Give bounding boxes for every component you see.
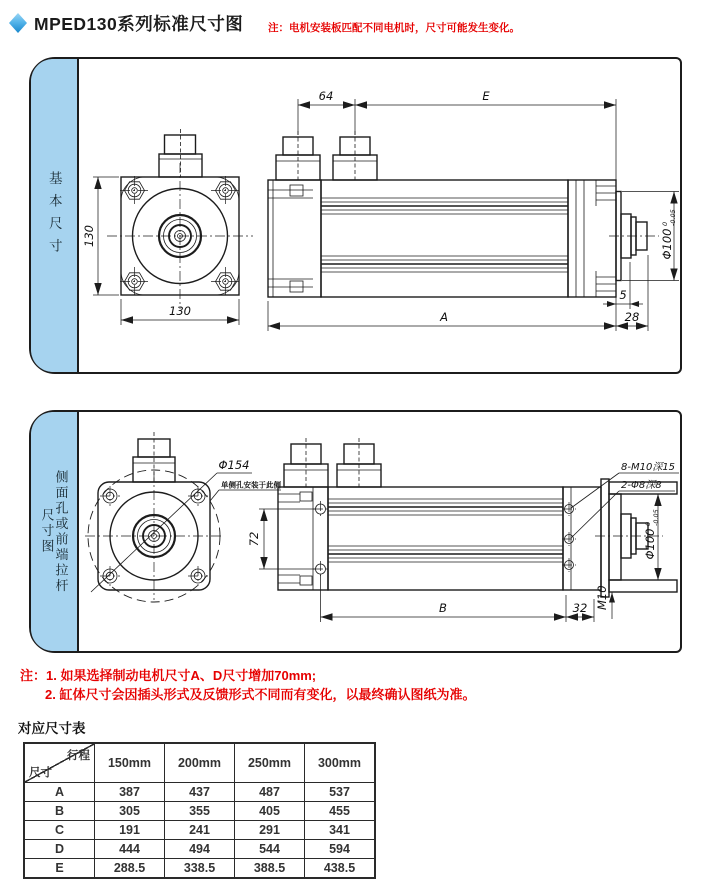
table-row — [24, 859, 375, 879]
panel-basic-dimensions — [29, 57, 682, 374]
table-row — [24, 821, 375, 840]
dim-connector-spacing: 64 — [318, 89, 334, 103]
table-title: 对应尺寸表 — [18, 721, 86, 736]
dim-5: 5 — [619, 288, 627, 302]
dim-e: E — [482, 89, 490, 103]
dim-value-cell: 594 — [305, 840, 376, 859]
front-view — [82, 129, 253, 325]
dim-phi100-2-tol-lower: -0.05 — [652, 509, 660, 526]
dim-value-cell: 387 — [95, 783, 165, 802]
dim-phi100-tol-upper: 0 — [661, 221, 669, 226]
panel2-drawing-area — [79, 412, 680, 651]
table-header-row — [24, 743, 375, 783]
corner-label-dim: 尺寸 — [29, 767, 52, 779]
side-view — [268, 89, 679, 331]
dim-front-height: 130 — [82, 225, 96, 247]
dim-value-cell: 494 — [165, 840, 235, 859]
column-header: 250mm — [235, 743, 305, 783]
panel1-sidebar-label: 基本尺寸 — [46, 170, 62, 261]
row-label: E — [24, 859, 95, 879]
red-notes — [20, 667, 475, 704]
diamond-bullet-icon — [9, 13, 27, 33]
label-8-m10: 8-M10深15 — [621, 462, 676, 473]
dim-value-cell: 455 — [305, 802, 376, 821]
panel2-sidebar — [31, 412, 79, 651]
page-title: MPED130系列标准尺寸图 — [34, 14, 244, 34]
row-label: D — [24, 840, 95, 859]
front-view-2 — [85, 432, 281, 602]
dim-value-cell: 405 — [235, 802, 305, 821]
header-warning-note: 注：电机安装板匹配不同电机时，尺寸可能发生变化。 — [268, 22, 520, 34]
dim-value-cell: 437 — [165, 783, 235, 802]
dim-phi100: Φ100 — [660, 228, 674, 260]
dim-value-cell: 241 — [165, 821, 235, 840]
dim-value-cell: 191 — [95, 821, 165, 840]
dim-b: B — [439, 601, 447, 615]
dim-72: 72 — [247, 531, 261, 547]
panel1-sidebar — [31, 59, 79, 372]
row-label: C — [24, 821, 95, 840]
dim-value-cell: 438.5 — [305, 859, 376, 879]
dimension-table — [23, 742, 376, 879]
column-header: 150mm — [95, 743, 165, 783]
label-m10: M10 — [595, 585, 609, 610]
panel-side-holes — [29, 410, 682, 653]
panel2-sidebar-label-main: 侧面孔或前端拉杆 — [53, 469, 69, 594]
table-row — [24, 783, 375, 802]
table-corner-cell — [24, 743, 95, 783]
dim-value-cell: 341 — [305, 821, 376, 840]
dim-table-body — [24, 783, 375, 879]
side-holes-drawing — [79, 412, 680, 651]
dim-32: 32 — [572, 601, 588, 615]
red-note-line2: 2. 缸体尺寸会因插头形式及反馈形式不同而有变化，以最终确认图纸为准。 — [45, 686, 476, 702]
table-row — [24, 802, 375, 821]
label-phi154: Φ154 — [218, 458, 250, 472]
side-view-2 — [247, 438, 679, 622]
basic-dimensions-drawing — [79, 59, 680, 372]
dim-value-cell: 444 — [95, 840, 165, 859]
column-header: 300mm — [305, 743, 376, 783]
dim-phi100-2: Φ100 — [643, 528, 657, 560]
dim-value-cell: 288.5 — [95, 859, 165, 879]
red-note-line1: 注：1. 如果选择制动电机尺寸A、D尺寸增加70mm; — [20, 668, 317, 683]
row-label: A — [24, 783, 95, 802]
panel2-sidebar-label-sub: 尺寸图 — [39, 508, 55, 555]
panel1-drawing-area — [79, 59, 680, 372]
row-label: B — [24, 802, 95, 821]
dim-value-cell: 487 — [235, 783, 305, 802]
dim-a: A — [440, 310, 448, 324]
corner-label-stroke: 行程 — [67, 750, 90, 762]
column-header: 200mm — [165, 743, 235, 783]
dim-value-cell: 338.5 — [165, 859, 235, 879]
dim-value-cell: 537 — [305, 783, 376, 802]
dim-value-cell: 355 — [165, 802, 235, 821]
label-2-phi8: 2-Φ8深8 — [621, 480, 662, 491]
dim-value-cell: 544 — [235, 840, 305, 859]
dim-28: 28 — [624, 310, 640, 324]
dim-value-cell: 388.5 — [235, 859, 305, 879]
dim-front-width: 130 — [169, 304, 191, 318]
dim-value-cell: 305 — [95, 802, 165, 821]
dim-phi100-2-tol-upper: 0 — [644, 521, 652, 526]
dim-value-cell: 291 — [235, 821, 305, 840]
label-side-hole-note: 单侧孔安装于此侧 — [221, 480, 281, 490]
dim-phi100-tol-lower: -0.05 — [669, 209, 677, 226]
table-row — [24, 840, 375, 859]
